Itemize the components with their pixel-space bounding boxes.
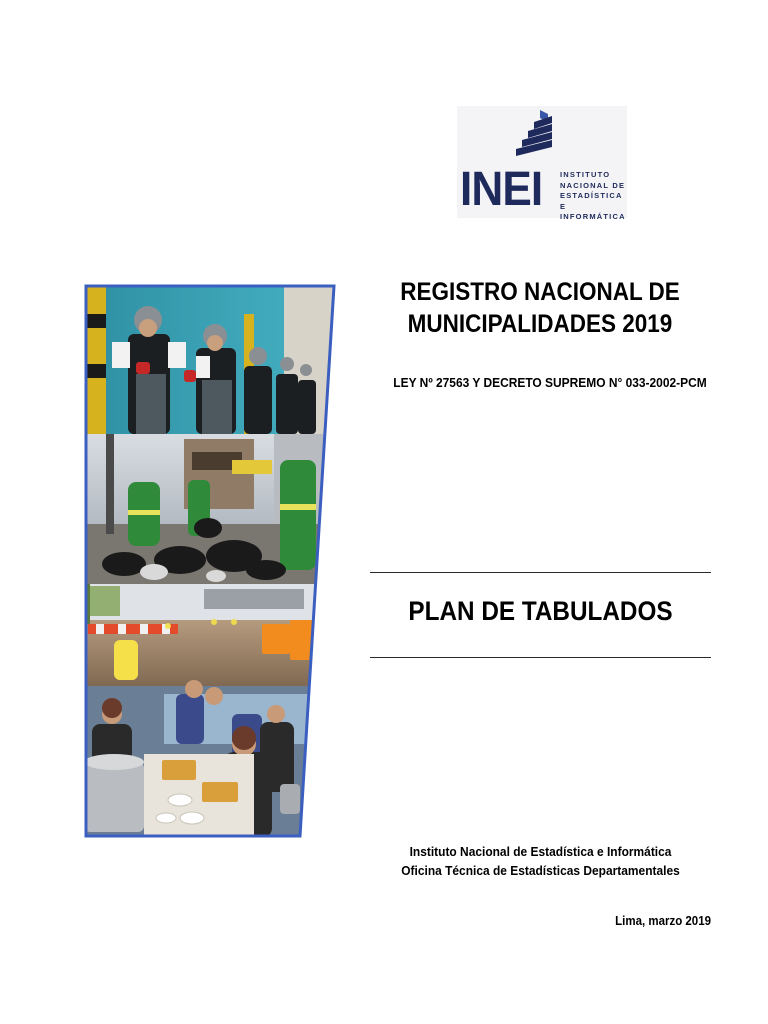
logo-name-line: ESTADÍSTICA E — [560, 191, 623, 211]
document-type-title: PLAN DE TABULADOS — [408, 596, 673, 626]
logo-acronym: INEI — [460, 163, 543, 216]
scene-community-kitchen — [84, 680, 336, 838]
logo-name-line: INSTITUTO — [560, 170, 611, 179]
scene-road-works — [84, 584, 336, 690]
legal-basis: LEY Nº 27563 Y DECRETO SUPREMO N° 033-2002-PCM — [393, 375, 707, 390]
inei-logo — [457, 106, 627, 221]
place-date: Lima, marzo 2019 — [615, 914, 711, 928]
divider-bottom — [370, 657, 711, 658]
logo-full-name — [560, 170, 627, 223]
scene-police-line — [84, 284, 336, 434]
issuer-institute: Instituto Nacional de Estadística e Informática — [409, 844, 672, 859]
logo-name-line: NACIONAL DE — [560, 180, 626, 190]
stacked-bars-logo-icon — [514, 110, 554, 162]
collage-image — [84, 284, 336, 838]
main-title-line: MUNICIPALIDADES 2019 — [407, 310, 673, 338]
main-title-line: REGISTRO NACIONAL DE — [400, 278, 680, 306]
scene-street-sweepers — [84, 434, 336, 584]
issuer-block — [384, 842, 698, 880]
cover-photo-collage — [84, 284, 336, 838]
divider-top — [370, 572, 711, 573]
main-title — [387, 276, 693, 340]
logo-name-line: INFORMÁTICA — [560, 212, 626, 221]
issuer-office: Oficina Técnica de Estadísticas Departamentales — [401, 863, 680, 878]
